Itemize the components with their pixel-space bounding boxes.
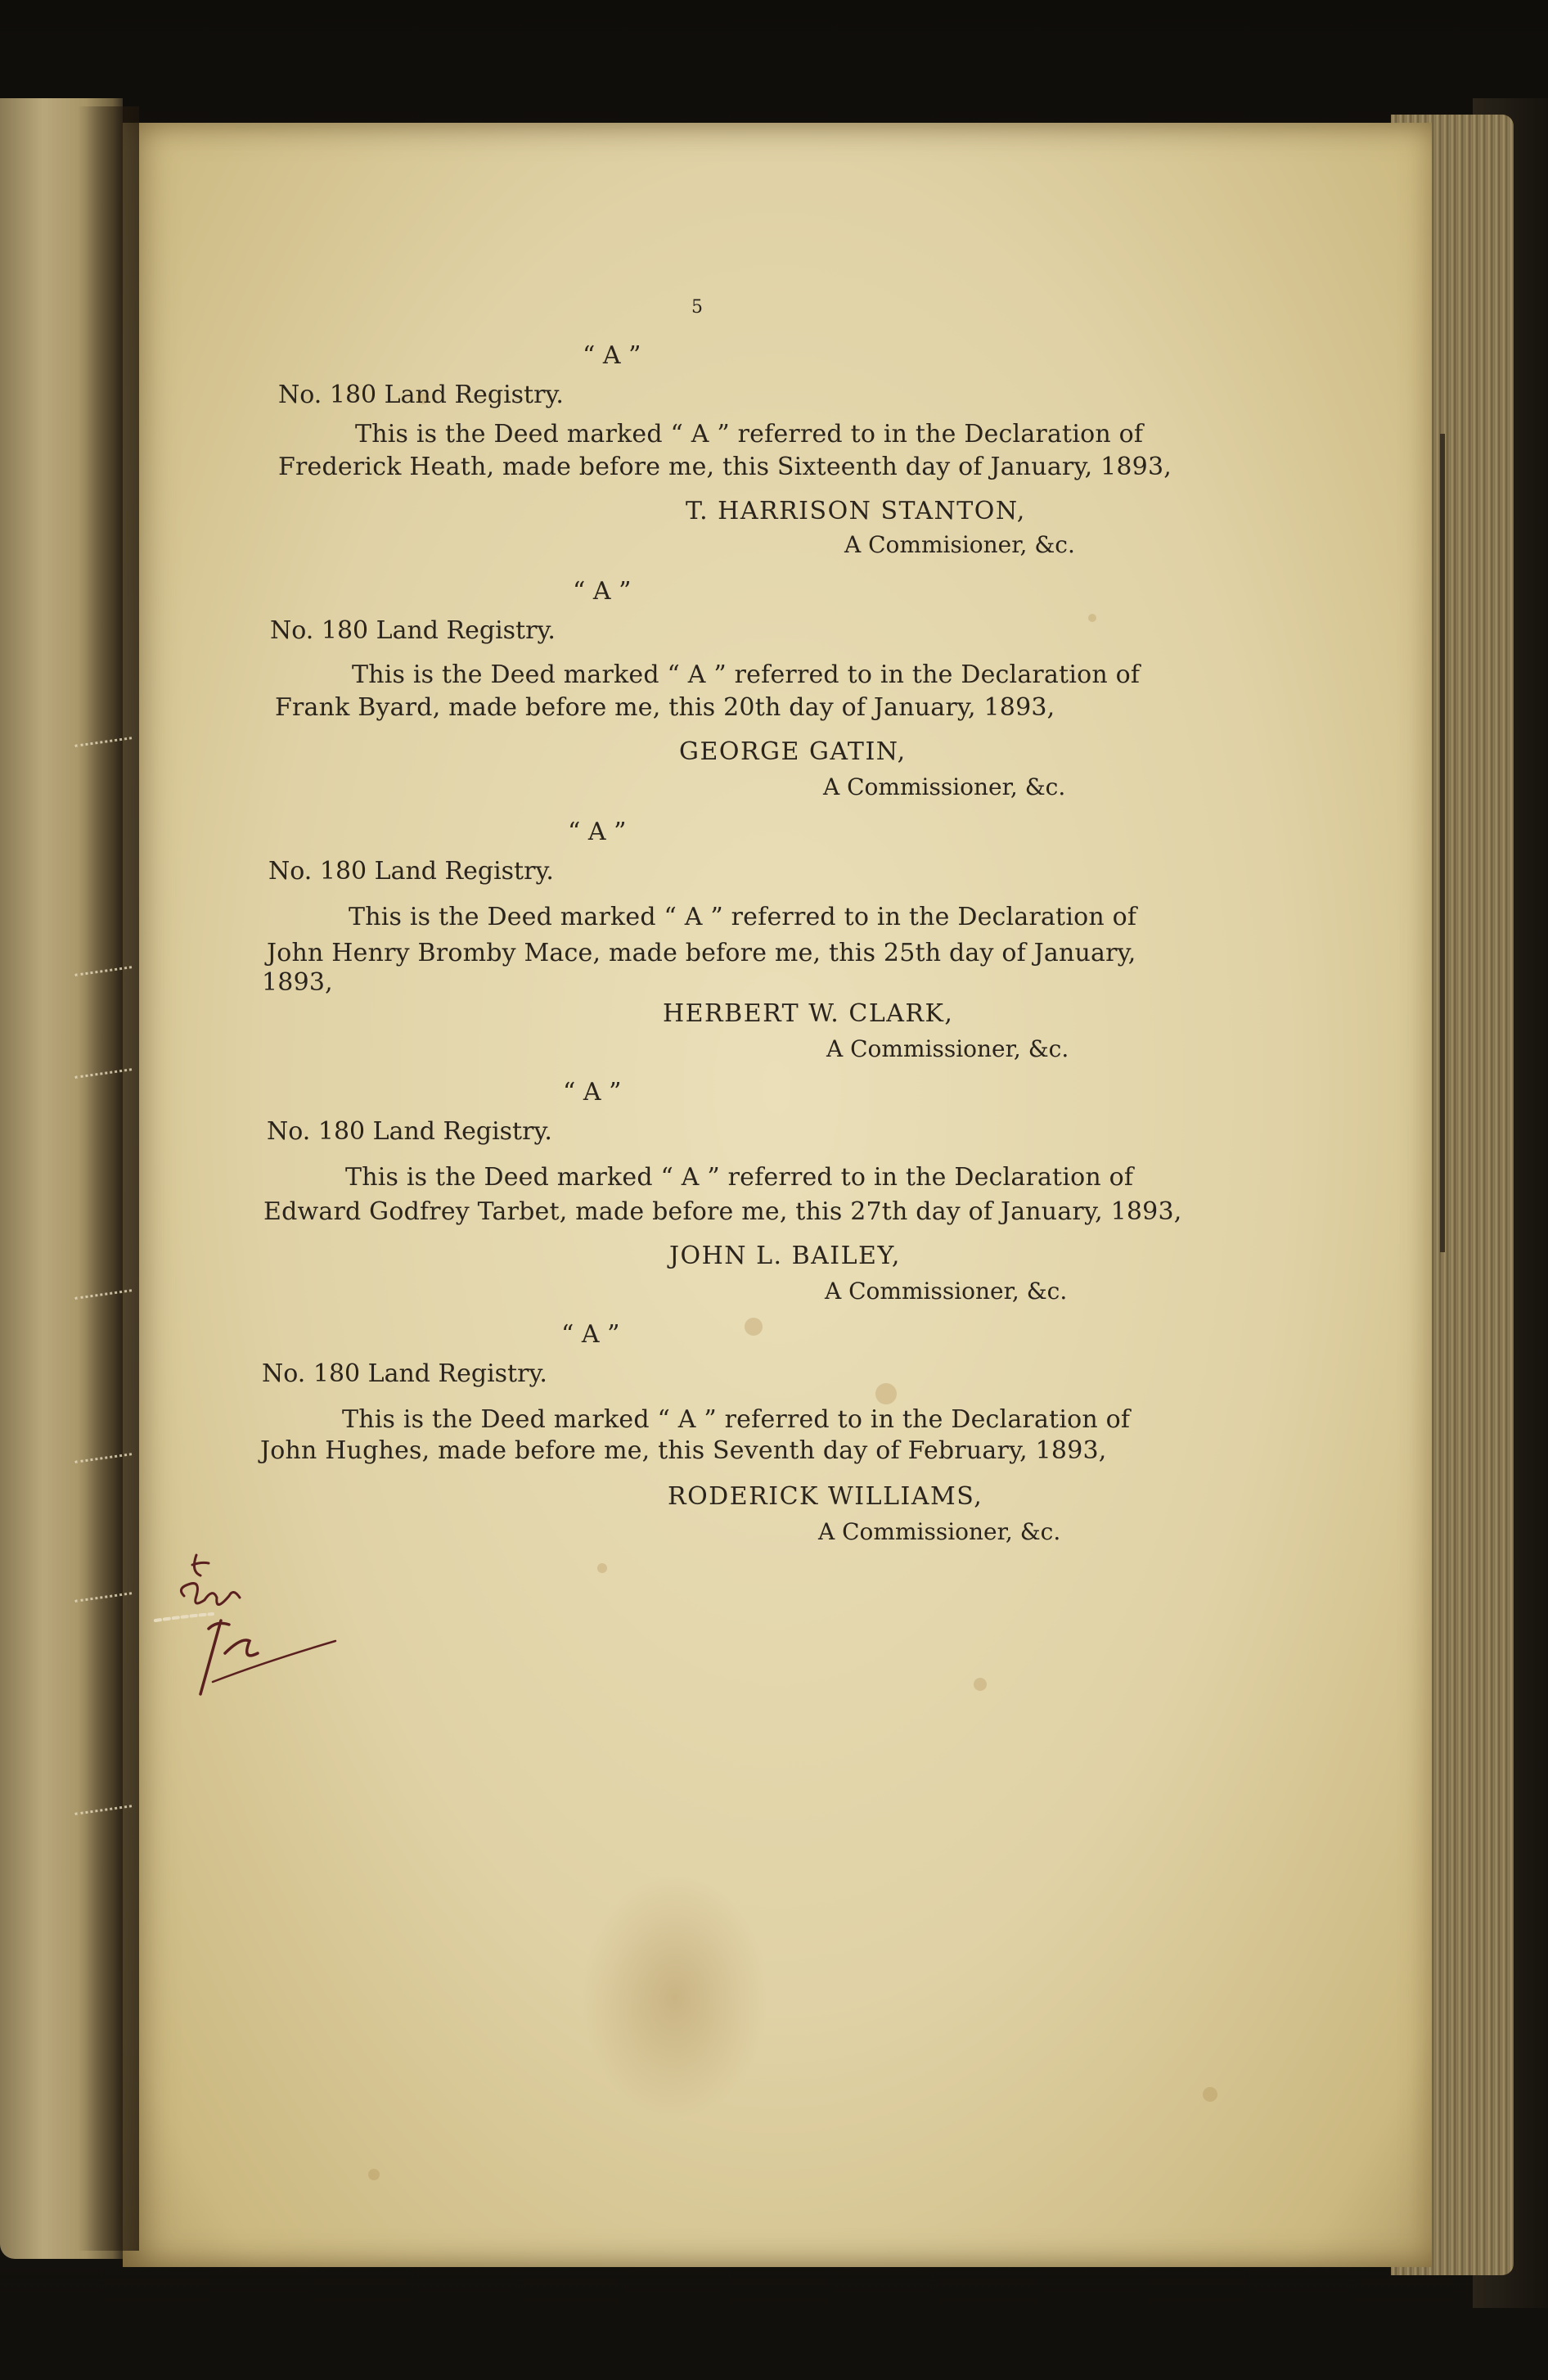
page-edge-mark [1440,434,1445,1252]
handwritten-initials [151,1539,348,1702]
entry-line: Frank Byard, made before me, this 20th day of January, 1893, [275,693,1055,722]
entry-heading: “ A ” [583,341,641,370]
entry-role: A Commissioner, &c. [826,1035,1069,1062]
entry-heading: “ A ” [568,818,627,846]
entry-signer: GEORGE GATIN, [679,737,907,766]
foxing-spot [1203,2087,1217,2102]
entry-heading: “ A ” [563,1078,622,1107]
entry-registry: No. 180 Land Registry. [262,1359,547,1388]
entry-line: 1893, [262,968,333,997]
entry-line: This is the Deed marked “ A ” referred to in the Declaration of [345,1163,1134,1192]
foxing-spot [597,1563,607,1573]
entry-registry: No. 180 Land Registry. [270,616,556,645]
entry-signer: HERBERT W. CLARK, [663,999,954,1028]
entry-role: A Commissioner, &c. [823,773,1066,800]
entry-signer: RODERICK WILLIAMS, [668,1482,983,1511]
entry-line: This is the Deed marked “ A ” referred to in the Declaration of [352,660,1141,689]
entry-heading: “ A ” [573,577,632,606]
foxing-spot [974,1678,987,1691]
foxing-spot [368,2169,380,2180]
entry-heading: “ A ” [561,1320,620,1349]
water-stain [581,1874,769,2120]
entry-line: Edward Godfrey Tarbet, made before me, this 27th day of January, 1893, [263,1197,1182,1226]
entry-role: A Commissioner, &c. [818,1518,1061,1545]
foxing-spot [1088,614,1096,622]
entry-line: John Hughes, made before me, this Seventh day of February, 1893, [260,1436,1107,1465]
entry-registry: No. 180 Land Registry. [267,1117,552,1146]
entry-line: Frederick Heath, made before me, this Sixteenth day of January, 1893, [278,453,1172,481]
entry-line: This is the Deed marked “ A ” referred to in the Declaration of [355,420,1144,449]
entry-role: A Commissioner, &c. [825,1278,1068,1305]
entry-registry: No. 180 Land Registry. [268,857,554,886]
entry-role: A Commisioner, &c. [844,531,1075,558]
entry-line: This is the Deed marked “ A ” referred to in the Declaration of [342,1405,1131,1434]
entry-line: John Henry Bromby Mace, made before me, this 25th day of January, [267,939,1136,967]
entry-line: This is the Deed marked “ A ” referred to in the Declaration of [349,903,1137,931]
entry-registry: No. 180 Land Registry. [278,381,564,409]
entry-signer: T. HARRISON STANTON, [686,497,1026,525]
page-number: 5 [691,297,703,318]
foxing-spot [745,1318,763,1336]
entry-signer: JOHN L. BAILEY, [669,1242,901,1270]
gutter-shadow [78,106,139,2251]
foxing-spot [875,1383,897,1404]
